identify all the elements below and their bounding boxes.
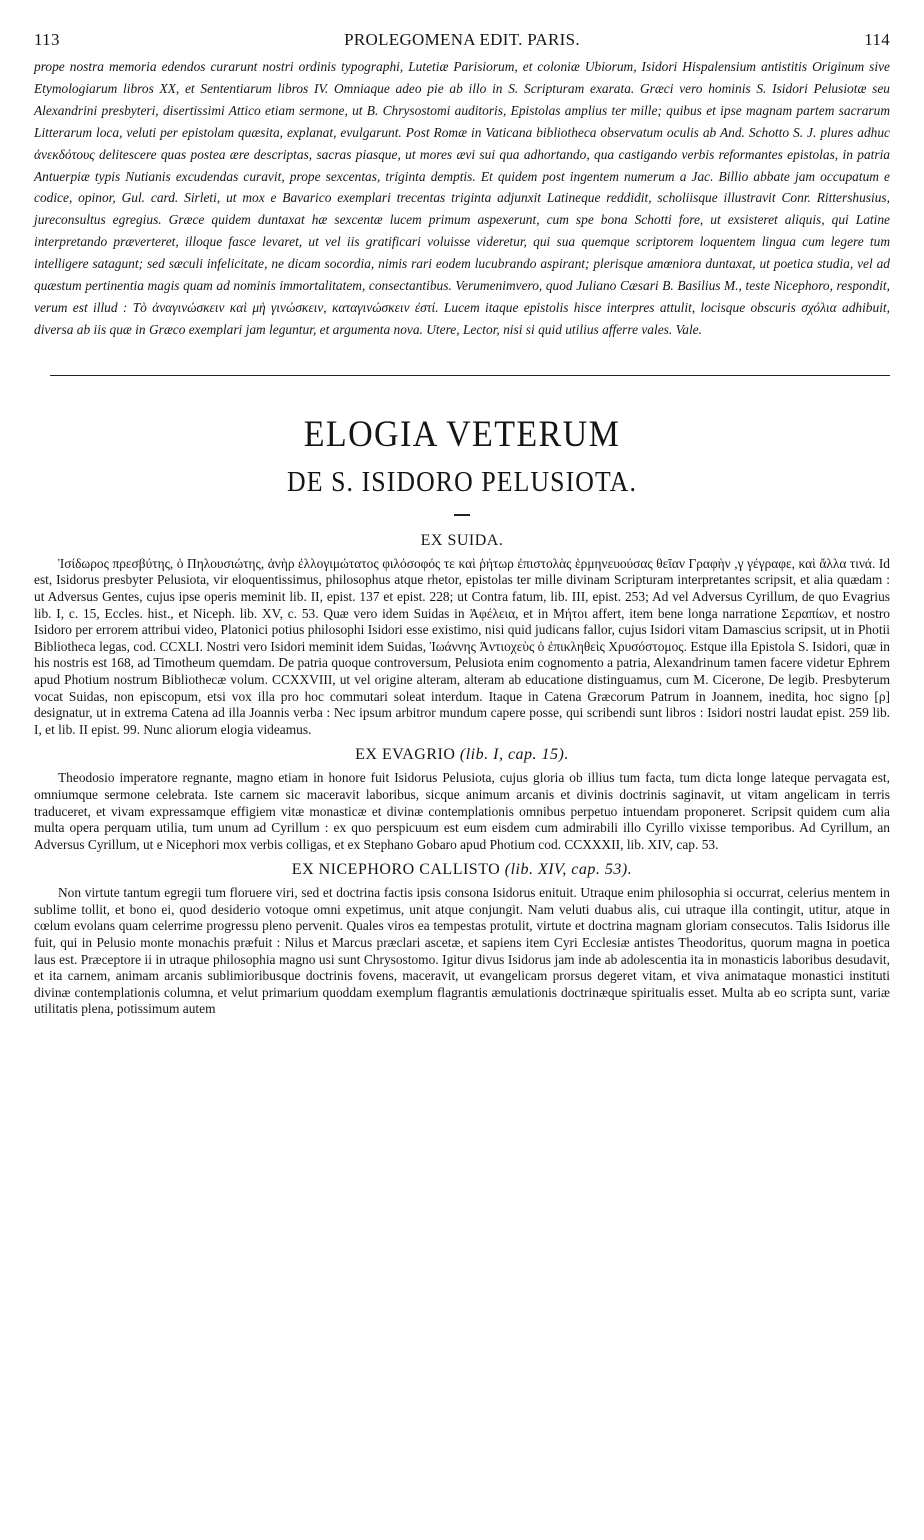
section-title: ELOGIA VETERUM: [303, 413, 621, 455]
intro-text: prope nostra memoria edendos curarunt nostri ordinis typographi, Lutetiæ Parisiorum, et coloniæ Ubiorum, Isidori Hispalensium antistitis Originum sive Etymologiarum libros XX, et Sententiarum libros IV. Omniaque adeo pie ab illo in S. Scripturam exarata. Græci vero hominis S. Isidori Pelusiotæ seu Alexandrini presbyteri, disertissimi Attico etiam sermone, ut B. Chrysostomi auditoris, Epistolas amplius ter mille; quibus et ipse magnam partem sacrarum Litterarum loca, veluti per epistolam quæsita, explanat, evulgarunt. Post Romæ in Vaticana bibliotheca observatum oculis ab And. Schotto S. J. plures adhuc ἀνεκδότους delitescere quas postea ære descriptas, sacras piasque, ut mores ævi sui qua adhortando, qua castigando verbis reformantes epistolas, in patria Antuerpiæ typis Nutianis excudendas curavit, prope sexcentas, triginta demptis. Et quidem post ingentem numerum a Jac. Billio abbate jam occupatum e codice, opinor, Gul. card. Sirleti, ut mox e Bavarico exemplari trecentas triginta adjunxit Latineque reddidit, scholiisque illustravit Conr. Rittershusius, jureconsultus egregius. Græce quidem duntaxat hæ sexcentæ lucem primum aspexerunt, cum spe bona Schotti fore, ut exsisteret aliquis, qui Latine interpretando præverteret, illoque fasce levaret, ut vel iis gratificari voluisse videretur, qui sua quemque scriptorem loquentem lingua cum legere tum intelligere satagunt; sed sæculi infelicitate, ne dicam socordia, nimis rari eodem lucubrando aspirant; plerisque amœniora duntaxat, ut poetica studia, vel ad quæstum pertinentia magis quam ad nominis immortalitatem, consectantibus. Verumenimvero, quod Juliano Cæsari B. Basilius M., teste Nicephoro, respondit, verum est illud : Τὸ ἀναγινώσκειν καὶ μὴ γινώσκειν, καταγινώσκειν ἐστί. Lucem itaque epistolis hisce interpres attulit, locisque obscuris σχόλια adhibuit, diversa ab iis quæ in Græco exemplari jam leguntur, et argumenta nova. Utere, Lector, nisi si quid utilius afferre vales. Vale.: [34, 59, 890, 337]
page: [34, 30, 890, 1018]
left-page-number: 113: [34, 30, 60, 49]
nicephorus-heading-label: EX NICEPHORO CALLISTO: [291, 861, 501, 879]
evagrius-heading-ref: (lib. I, cap. 15).: [459, 746, 569, 764]
running-title: PROLEGOMENA EDIT. PARIS.: [344, 30, 580, 49]
running-head: [34, 30, 890, 52]
evagrius-heading: [34, 744, 890, 766]
evagrius-heading-label: EX EVAGRIO: [355, 746, 456, 764]
evagrius-text: Theodosio imperatore regnante, magno etiam in honore fuit Isidorus Pelusiota, cujus gloria ob illius tum facta, tum dicta longe lateque pervagata est, omniumque sermone celebrata. Iste carnem sic maceravit laboribus, sicque animum arcanis et divinis doctrinis saginavit, ut vitam angelicam in terris traduceret, et vivam expressamque effigiem vitæ monasticæ et divinæ contemplationis omnibus perpetuo intuendam proponeret. Scripsit quidem cum alia multa opera perquam utilia, tum unum ad Cyrillum : ex quo perspicuum est eum eisdem cum admirabili illo Cyrillo vixisse temporibus. Ad Cyrillum, an Adversus Cyrillum, ut e Nicephori mox verbis colligas, et ex Stephano Gobaro apud Photium cod. CCXXXII, lib. XIV, cap. 53.: [34, 770, 890, 852]
right-page-number: 114: [864, 30, 890, 49]
suida-text: Ἰσίδωρος πρεσβύτης, ὁ Πηλουσιώτης, ἀνὴρ ἐλλογιμώτατος φιλόσοφός τε καὶ ῥήτωρ ἐπιστολὰς ἑρμηνευούσας θεῖαν Γραφὴν ,γ γέγραφε, καὶ ἄλλα τινά. Id est, Isidorus presbyter Pelusiota, vir eloquentissimus, philosophus atque rhetor, epistolas ter mille divinam Scripturam interpretantes scripsit, et alia quædam : ut Adversus Gentes, cujus ipse operis meminit lib. II, epist. 137 et epist. 228; ut Contra fatum, lib. III, epist. 253; Ad vel Adversus Cyrillum, de quo Evagrius lib. I, c. 15, Eccles. hist., et Niceph. lib. XV, c. 53. Quæ vero idem Suidas in Ἀφέλεια, et in Μήτοι affert, item bene longa narratione Σεραπίων, et nostro Isidoro per errorem attribui video, Platonici potius philosophi Isidori esse existimo, nisi quid judicans fallor, cujus Isidori vitam Damascius scripsit, ut in Photii Bibliotheca legas, cod. CCXLI. Nostri vero Isidori meminit idem Suidas, Ἰωάννης Ἀντιοχεὺς ὁ ἐπικληθεὶς Χρυσόστομος. Estque illa Epistola S. Isidori, quæ in his nostris est 168, ad Timotheum quemdam. De patria quoque controversum, Pelusiota enim cognomento a patria, Alexandrinum tamen facere videtur Ephrem apud Photium nostrum Bibliothecæ volum. CCXXVIII, ut vel origine alteram, alteram ab educatione distinguamus, cum M. Cicerone, De legib. Presbyterum vocat Suidas, non episcopum, etsi vox illa pro hoc commutari soleat interdum. Itaque in Catena Græcorum Patrum in Joannem, inedita, hoc signo [ρ] designatur, ut in extrema Catena ad illa Joannis verba : Nec ipsum arbitror mundum capere posse, qui scribendi sunt libros : Isidori nostri laudat epist. 259 lib. I, et lib. II epist. 99. Nunc aliorum elogia videamus.: [34, 555, 890, 737]
intro-paragraph: [34, 56, 890, 341]
nicephorus-heading: [34, 859, 890, 881]
section-subtitle: DE S. ISIDORO PELUSIOTA.: [286, 466, 638, 498]
nicephorus-text: Non virtute tantum egregii tum floruere viri, sed et doctrina factis ipsis consona Isidorus enituit. Utraque enim philosophia si occurrat, celerius mentem in sublime tollit, et bono ei, quod desiderio votoque omni expetimus, unit atque conjungit. Nam veluti duabus alis, cui utraque illa contingit, utitur, atque in cœlum evolans quam celerrime progressu pleno pervenit. Quales viros ea tempestas protulit, virtute et doctrina magnam gloriam consecutos. Talis Isidorus ille fuit, qui in Pelusio monte monachis præfuit : Nilus et Marcus præclari ascetæ, et sapiens item Cyri Ecclesiæ antistes Theodoritus, quorum magna in poetica laus est. Præceptore ii in utraque philosophia magno usi sunt Chrysostomo. Igitur divus Isidorus jam inde ab adolescentia ita in monasticis laboribus desudavit, et ita carnem, animam arcanis sublimioribusque doctrinis fovens, maceravit, ut evangelicam prorsus degeret vitam, et viva animataque monastici instituti divinæ contemplationis columna, et velut primarium quoddam exemplum flagrantis æmulationis doctrinæque spiritualis esset. Multa ab eo scripta sunt, variæ utilitatis plena, potissimum autem: [34, 885, 890, 1017]
section-divider: [50, 375, 890, 376]
nicephorus-heading-ref: (lib. XIV, cap. 53).: [504, 861, 633, 879]
title-dash: [454, 514, 470, 516]
suida-heading: EX SUIDA.: [420, 531, 504, 549]
